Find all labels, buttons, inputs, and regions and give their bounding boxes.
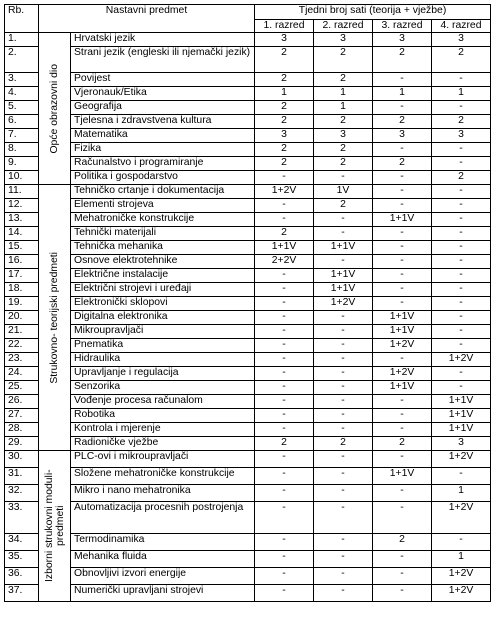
hours-cell: - (255, 283, 314, 297)
row-number: 7. (5, 129, 39, 143)
hours-cell: 1+2V (432, 567, 491, 584)
table-row (5, 33, 491, 47)
group-label: Strukovno- teorijski predmeti (49, 251, 60, 384)
subject-name: Numerički upravljani strojevi (71, 584, 255, 601)
hours-cell: - (314, 567, 373, 584)
hours-cell: 2 (432, 47, 491, 73)
hours-cell: - (432, 227, 491, 241)
hours-cell: - (373, 584, 432, 601)
hours-cell: - (373, 283, 432, 297)
row-number: 33. (5, 502, 39, 534)
row-number: 18. (5, 283, 39, 297)
hours-cell: 1+1V (432, 409, 491, 423)
hours-cell: 3 (314, 33, 373, 47)
hours-cell: - (373, 485, 432, 502)
table-row (5, 115, 491, 129)
table-row (5, 423, 491, 437)
hours-cell: - (432, 143, 491, 157)
hours-cell: - (255, 353, 314, 367)
hours-cell: 2 (255, 437, 314, 451)
hours-cell: 1 (432, 485, 491, 502)
subject-name: Geografija (71, 101, 255, 115)
hours-cell: - (373, 395, 432, 409)
row-number: 8. (5, 143, 39, 157)
hours-cell: 1+2V (373, 367, 432, 381)
table-row (5, 87, 491, 101)
hours-cell: - (255, 423, 314, 437)
hours-cell: 1+1V (314, 283, 373, 297)
row-number: 2. (5, 47, 39, 73)
hours-cell: - (255, 584, 314, 601)
table-row (5, 325, 491, 339)
row-number: 3. (5, 73, 39, 87)
row-number: 30. (5, 451, 39, 468)
subject-name: Tehnička mehanika (71, 241, 255, 255)
table-row (5, 533, 491, 550)
row-number: 21. (5, 325, 39, 339)
subject-name: Mehanika fluida (71, 550, 255, 567)
hours-cell: 1 (314, 101, 373, 115)
row-number: 5. (5, 101, 39, 115)
table-row (5, 157, 491, 171)
row-number: 29. (5, 437, 39, 451)
hours-cell: 1+1V (373, 213, 432, 227)
grade-header: 3. razred (373, 20, 432, 33)
hours-cell: - (373, 73, 432, 87)
row-number: 27. (5, 409, 39, 423)
hours-cell: - (373, 269, 432, 283)
table-row (5, 241, 491, 255)
hours-cell: - (314, 533, 373, 550)
table-row (5, 199, 491, 213)
subject-name: Računalstvo i programiranje (71, 157, 255, 171)
table-row (5, 73, 491, 87)
table-row (5, 550, 491, 567)
hours-cell: - (314, 227, 373, 241)
hours-cell: - (314, 468, 373, 485)
row-number: 14. (5, 227, 39, 241)
table-row (5, 339, 491, 353)
hours-cell: 2 (432, 115, 491, 129)
hours-cell: - (432, 199, 491, 213)
hours-cell: - (255, 409, 314, 423)
hours-cell: - (255, 199, 314, 213)
hours-cell: - (373, 451, 432, 468)
group-label-cell (39, 33, 71, 185)
hours-cell: - (255, 485, 314, 502)
subject-name: Električne instalacije (71, 269, 255, 283)
subject-name: Mikroupravljači (71, 325, 255, 339)
rb-header: Rb. (5, 5, 39, 33)
row-number: 24. (5, 367, 39, 381)
hours-cell: - (432, 213, 491, 227)
subject-name: Elektronički sklopovi (71, 297, 255, 311)
hours-cell: - (255, 550, 314, 567)
table-row (5, 283, 491, 297)
subject-name: Senzorika (71, 381, 255, 395)
hours-cell: 1+1V (255, 241, 314, 255)
hours-cell: - (255, 213, 314, 227)
hours-cell: 3 (373, 129, 432, 143)
table-row (5, 437, 491, 451)
hours-cell: 1+1V (314, 269, 373, 283)
curriculum-table (4, 4, 491, 602)
hours-cell: 1+2V (314, 297, 373, 311)
hours-cell: 2 (373, 115, 432, 129)
row-number: 9. (5, 157, 39, 171)
hours-cell: - (314, 409, 373, 423)
subject-name: Elementi strojeva (71, 199, 255, 213)
hours-cell: 2 (255, 115, 314, 129)
subject-name: Električni strojevi i uređaji (71, 283, 255, 297)
row-number: 1. (5, 33, 39, 47)
subject-name: Vođenje procesa računalom (71, 395, 255, 409)
table-row (5, 311, 491, 325)
hours-cell: - (432, 468, 491, 485)
hours-cell: - (432, 241, 491, 255)
hours-cell: 1+2V (432, 584, 491, 601)
hours-cell: - (373, 550, 432, 567)
hours-cell: 2 (255, 143, 314, 157)
table-row (5, 185, 491, 199)
hours-cell: 2 (314, 73, 373, 87)
hours-cell: - (314, 353, 373, 367)
row-number: 35. (5, 550, 39, 567)
row-number: 31. (5, 468, 39, 485)
hours-cell: - (314, 255, 373, 269)
hours-cell: - (432, 185, 491, 199)
row-number: 6. (5, 115, 39, 129)
subject-name: Robotika (71, 409, 255, 423)
subject-name: Radioničke vježbe (71, 437, 255, 451)
row-number: 23. (5, 353, 39, 367)
hours-cell: - (255, 468, 314, 485)
table-row (5, 47, 491, 73)
hours-cell: - (373, 185, 432, 199)
header-row (5, 5, 491, 20)
subject-name: PLC-ovi i mikroupravljači (71, 451, 255, 468)
hours-cell: 2 (314, 143, 373, 157)
hours-cell: 3 (432, 437, 491, 451)
hours-cell: - (373, 241, 432, 255)
hours-cell: 2 (255, 47, 314, 73)
hours-cell: 1+2V (432, 353, 491, 367)
grade-header: 2. razred (314, 20, 373, 33)
hours-cell: - (432, 157, 491, 171)
document-page (4, 4, 491, 602)
hours-cell: 1 (432, 550, 491, 567)
row-number: 19. (5, 297, 39, 311)
hours-cell: 2 (373, 437, 432, 451)
hours-cell: - (373, 502, 432, 534)
row-number: 17. (5, 269, 39, 283)
table-row (5, 381, 491, 395)
table-row (5, 502, 491, 534)
hours-cell: - (373, 143, 432, 157)
hours-cell: - (432, 269, 491, 283)
hours-cell: - (373, 353, 432, 367)
table-body (5, 33, 491, 602)
subject-name: Tehnički materijali (71, 227, 255, 241)
table-row (5, 269, 491, 283)
grade-header: 1. razred (255, 20, 314, 33)
hours-cell: - (373, 101, 432, 115)
subject-name: Hrvatski jezik (71, 33, 255, 47)
hours-cell: 1+1V (373, 468, 432, 485)
table-row (5, 255, 491, 269)
hours-cell: 2 (314, 157, 373, 171)
hours-cell: 2 (373, 157, 432, 171)
hours-cell: - (314, 311, 373, 325)
hours-cell: - (432, 533, 491, 550)
hours-cell: - (432, 73, 491, 87)
hours-cell: - (255, 367, 314, 381)
table-row (5, 297, 491, 311)
hours-cell: 1+1V (314, 241, 373, 255)
hours-cell: 1+2V (373, 339, 432, 353)
row-number: 12. (5, 199, 39, 213)
hours-cell: 1+2V (432, 502, 491, 534)
hours-header: Tjedni broj sati (teorija + vježbe) (255, 5, 491, 20)
hours-cell: 2 (255, 157, 314, 171)
hours-cell: - (255, 297, 314, 311)
hours-cell: - (314, 171, 373, 185)
hours-cell: - (432, 297, 491, 311)
table-row (5, 367, 491, 381)
hours-cell: - (255, 451, 314, 468)
hours-cell: - (255, 395, 314, 409)
subject-name: Složene mehatroničke konstrukcije (71, 468, 255, 485)
hours-cell: 2 (373, 47, 432, 73)
hours-cell: 2 (255, 101, 314, 115)
hours-cell: - (314, 451, 373, 468)
row-number: 25. (5, 381, 39, 395)
subject-name: Matematika (71, 129, 255, 143)
hours-cell: 2 (255, 73, 314, 87)
subject-name: Strani jezik (engleski ili njemački jezik) (71, 47, 255, 73)
table-row (5, 468, 491, 485)
hours-cell: 3 (255, 33, 314, 47)
hours-cell: - (373, 297, 432, 311)
hours-cell: 1 (255, 87, 314, 101)
subject-name: Vjeronauk/Etika (71, 87, 255, 101)
subject-name: Tehničko crtanje i dokumentacija (71, 185, 255, 199)
group-label: Izborni strukovni moduli-predmeti (43, 469, 66, 583)
row-number: 15. (5, 241, 39, 255)
hours-cell: - (373, 423, 432, 437)
subject-name: Termodinamika (71, 533, 255, 550)
subject-name: Mehatroničke konstrukcije (71, 213, 255, 227)
table-row (5, 227, 491, 241)
subject-name: Politika i gospodarstvo (71, 171, 255, 185)
row-number: 11. (5, 185, 39, 199)
hours-cell: - (432, 339, 491, 353)
hours-cell: 3 (432, 33, 491, 47)
table-row (5, 485, 491, 502)
hours-cell: - (255, 533, 314, 550)
hours-cell: - (255, 339, 314, 353)
hours-cell: 2 (432, 171, 491, 185)
subject-name: Digitalna elektronika (71, 311, 255, 325)
hours-cell: - (314, 395, 373, 409)
hours-cell: 2 (255, 227, 314, 241)
grade-header: 4. razred (432, 20, 491, 33)
hours-cell: - (373, 199, 432, 213)
hours-cell: 2 (314, 437, 373, 451)
hours-cell: 1+2V (432, 451, 491, 468)
table-row (5, 101, 491, 115)
table-row (5, 129, 491, 143)
hours-cell: 2+2V (255, 255, 314, 269)
hours-cell: 3 (373, 33, 432, 47)
hours-cell: 1+1V (373, 325, 432, 339)
hours-cell: - (314, 550, 373, 567)
table-row (5, 353, 491, 367)
hours-cell: - (373, 255, 432, 269)
hours-cell: - (314, 339, 373, 353)
group-label: Opće obrazovni dio (49, 63, 60, 154)
hours-cell: - (255, 171, 314, 185)
hours-cell: 2 (314, 199, 373, 213)
hours-cell: - (314, 584, 373, 601)
hours-cell: - (255, 269, 314, 283)
subject-name: Hidraulika (71, 353, 255, 367)
row-number: 32. (5, 485, 39, 502)
row-number: 10. (5, 171, 39, 185)
hours-cell: - (255, 311, 314, 325)
table-row (5, 567, 491, 584)
subject-name: Kontrola i mjerenje (71, 423, 255, 437)
hours-cell: - (314, 367, 373, 381)
hours-cell: - (255, 502, 314, 534)
row-number: 4. (5, 87, 39, 101)
hours-cell: 1+1V (373, 381, 432, 395)
hours-cell: - (314, 423, 373, 437)
subject-name: Tjelesna i zdravstvena kultura (71, 115, 255, 129)
table-row (5, 213, 491, 227)
hours-cell: 3 (314, 129, 373, 143)
hours-cell: 1+1V (432, 423, 491, 437)
subject-name: Fizika (71, 143, 255, 157)
hours-cell: - (432, 367, 491, 381)
hours-cell: - (314, 485, 373, 502)
subject-name: Osnove elektrotehnike (71, 255, 255, 269)
row-number: 16. (5, 255, 39, 269)
hours-cell: 1+2V (255, 185, 314, 199)
table-row (5, 584, 491, 601)
hours-cell: 1 (314, 87, 373, 101)
hours-cell: - (314, 381, 373, 395)
hours-cell: - (255, 325, 314, 339)
group-label-cell (39, 451, 71, 602)
hours-cell: - (432, 101, 491, 115)
subject-name: Mikro i nano mehatronika (71, 485, 255, 502)
table-row (5, 451, 491, 468)
row-number: 36. (5, 567, 39, 584)
subject-header: Nastavni predmet (39, 5, 255, 33)
row-number: 13. (5, 213, 39, 227)
hours-cell: 2 (314, 47, 373, 73)
row-number: 28. (5, 423, 39, 437)
hours-cell: 1 (373, 87, 432, 101)
table-row (5, 171, 491, 185)
row-number: 37. (5, 584, 39, 601)
table-row (5, 143, 491, 157)
subject-name: Automatizacija procesnih postrojenja (71, 502, 255, 534)
hours-cell: - (314, 325, 373, 339)
group-label-cell (39, 185, 71, 451)
subject-name: Povijest (71, 73, 255, 87)
row-number: 26. (5, 395, 39, 409)
hours-cell: 2 (373, 533, 432, 550)
hours-cell: - (314, 213, 373, 227)
row-number: 22. (5, 339, 39, 353)
hours-cell: 3 (432, 129, 491, 143)
table-row (5, 395, 491, 409)
hours-cell: - (373, 409, 432, 423)
hours-cell: 1+1V (432, 395, 491, 409)
hours-cell: - (432, 283, 491, 297)
hours-cell: - (314, 502, 373, 534)
row-number: 20. (5, 311, 39, 325)
row-number: 34. (5, 533, 39, 550)
hours-cell: 1V (314, 185, 373, 199)
hours-cell: - (432, 255, 491, 269)
hours-cell: - (373, 171, 432, 185)
hours-cell: 2 (314, 115, 373, 129)
hours-cell: - (432, 311, 491, 325)
subject-name: Upravljanje i regulacija (71, 367, 255, 381)
subject-name: Obnovljivi izvori energije (71, 567, 255, 584)
hours-cell: - (255, 381, 314, 395)
hours-cell: 1+1V (373, 311, 432, 325)
hours-cell: - (432, 325, 491, 339)
table-row (5, 409, 491, 423)
hours-cell: - (373, 567, 432, 584)
hours-cell: - (255, 567, 314, 584)
hours-cell: - (432, 381, 491, 395)
hours-cell: 3 (255, 129, 314, 143)
hours-cell: 1 (432, 87, 491, 101)
subject-name: Pnematika (71, 339, 255, 353)
hours-cell: - (373, 227, 432, 241)
